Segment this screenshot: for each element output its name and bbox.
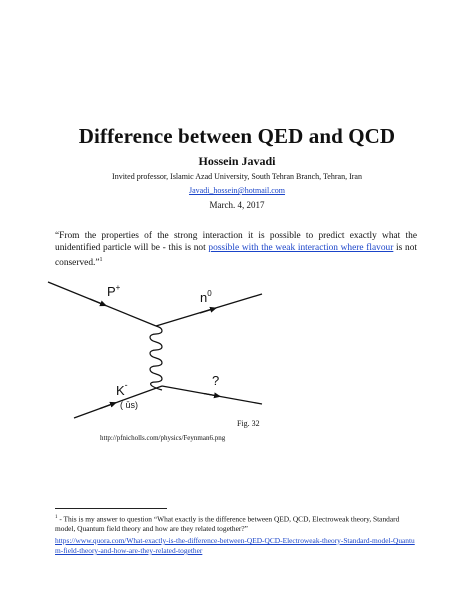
label-n: $n^0$	[200, 289, 212, 305]
footnote-divider	[55, 508, 167, 509]
quote-text-after: is not conserved.”	[55, 243, 417, 269]
unknown-arrow	[204, 394, 220, 397]
quote-link[interactable]: possible with the weak interaction where flavour	[208, 243, 394, 253]
label-p: P+	[107, 283, 121, 299]
paper-date: March. 4, 2017	[209, 200, 265, 210]
quote-text-before: “From the properties of the strong interaction it is possible to predict exactly what the unidentified particle will be - this is not	[55, 231, 417, 253]
label-k: K-	[116, 380, 128, 398]
gluon-coil	[150, 326, 162, 390]
author-email-link[interactable]: Javadi_hossein@hotmail.com	[188, 186, 286, 195]
footnote-mark[interactable]: 1	[99, 257, 103, 263]
footnote-text	[55, 513, 419, 534]
paper-title: Difference between QED and QCD	[78, 124, 396, 148]
label-k-quarks: ( ūs)	[120, 400, 138, 410]
label-unknown: ?	[212, 373, 220, 388]
feynman-diagram	[40, 268, 430, 448]
quote-paragraph	[55, 230, 417, 269]
kaon-arrow	[100, 403, 116, 409]
footnote-link[interactable]: https://www.quora.com/What-exactly-is-the-difference-between-QED-QCD-Electroweak-theory-Standard-model-Quantum-field-theory-and-how-are-they-related-together	[55, 536, 415, 555]
neutron-arrow	[200, 308, 216, 313]
author-name: Hossein Javadi	[198, 154, 276, 168]
figure-source: http://pfnicholls.com/physics/Feynman6.png	[100, 434, 226, 442]
footnote-number: 1	[55, 515, 58, 520]
proton-arrow	[90, 299, 106, 306]
footnote-body: - This is my answer to question “What exactly is the difference between QED, QCD, Electroweak theory, Standard model, Quantum field theory and how are they related together?”	[55, 514, 400, 534]
figure-caption: Fig. 32	[237, 419, 260, 428]
author-affiliation: Invited professor, Islamic Azad University, South Tehran Branch, Tehran, Iran	[112, 172, 362, 181]
